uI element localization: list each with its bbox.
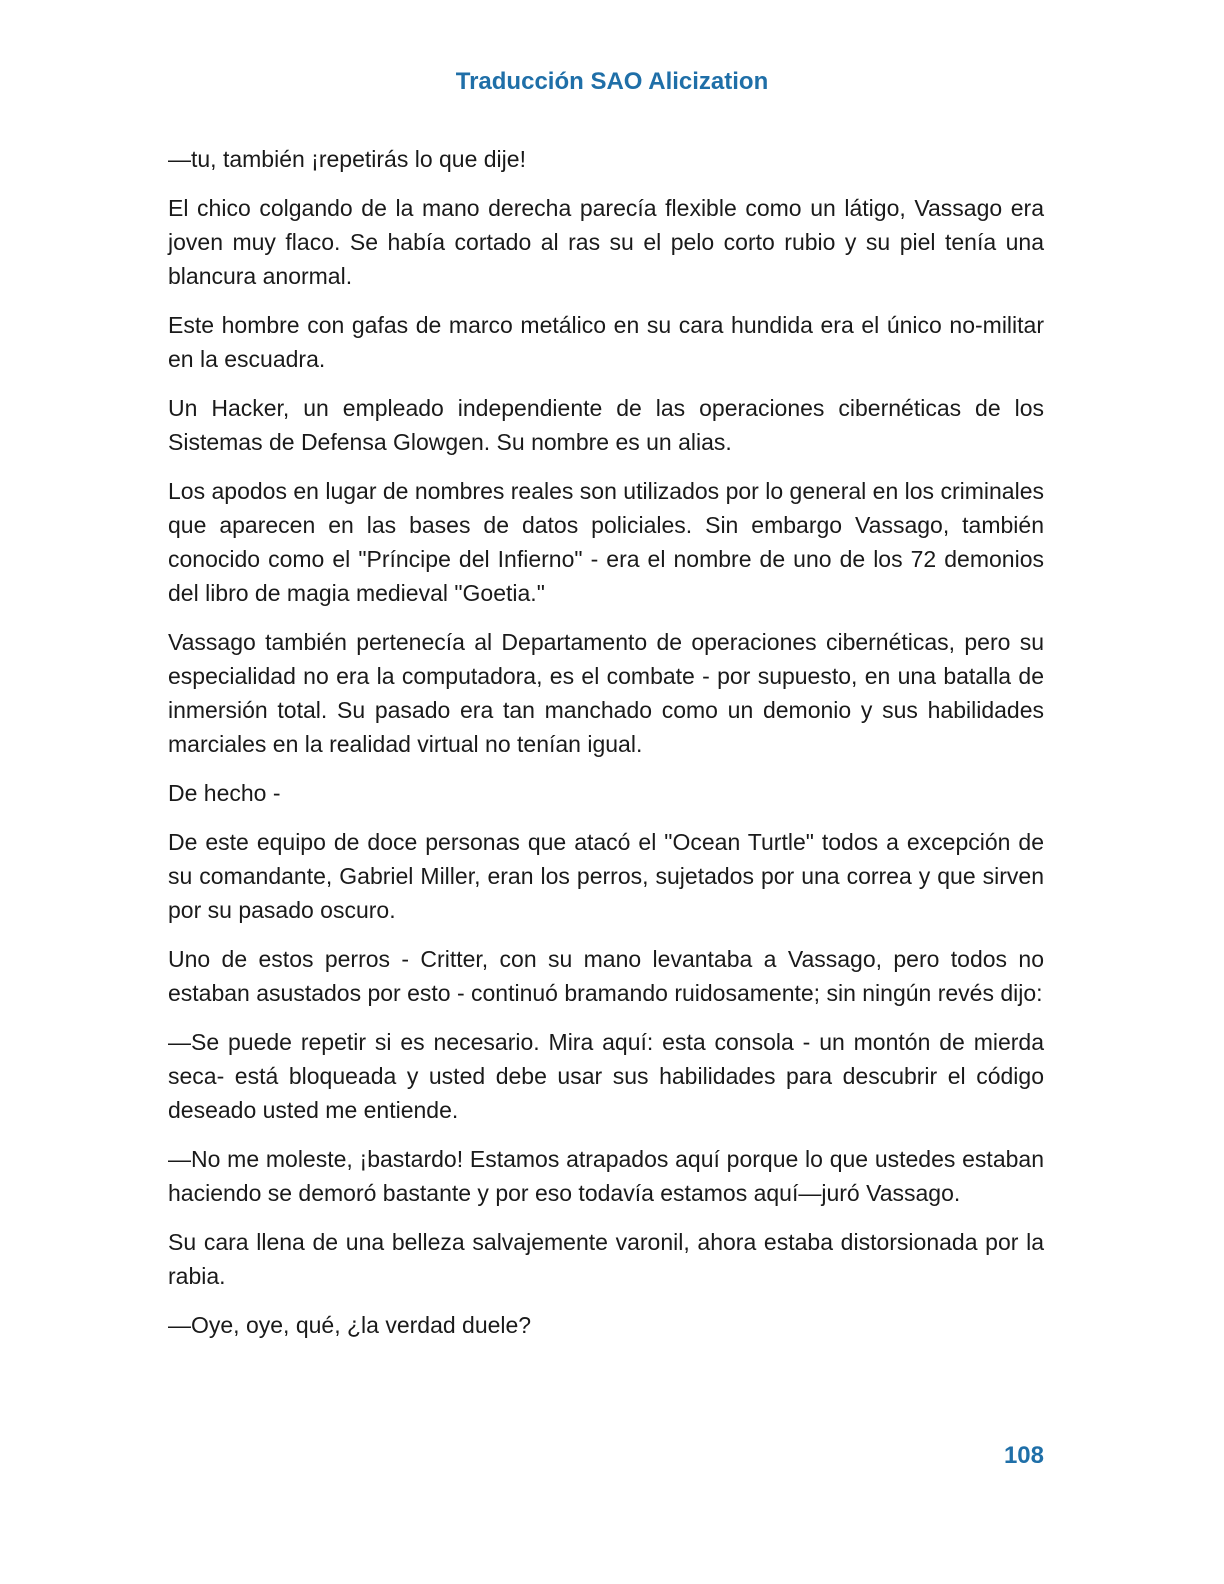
body-text: [168, 142, 1044, 1357]
paragraph-11: —No me moleste, ¡bastardo! Estamos atrapados aquí porque lo que ustedes estaban haciendo se demoró bastante y por eso todavía estamos aquí—juró Vassago.: [168, 1146, 1044, 1206]
paragraph-2: El chico colgando de la mano derecha parecía flexible como un látigo, Vassago era joven muy flaco. Se había cortado al ras su el pelo corto rubio y su piel tenía una blancura anormal.: [168, 195, 1044, 289]
page-header-title: Traducción SAO Alicization: [455, 68, 769, 95]
paragraph-10: —Se puede repetir si es necesario. Mira aquí: esta consola - un montón de mierda seca- está bloqueada y usted debe usar sus habilidades para descubrir el código deseado usted me entiende.: [168, 1029, 1044, 1123]
paragraph-5: Los apodos en lugar de nombres reales son utilizados por lo general en los criminales que aparecen en las bases de datos policiales. Sin embargo Vassago, también conocido como el "Príncipe del Infierno" - era el nombre de uno de los 72 demonios del libro de magia medieval "Goetia.": [168, 478, 1044, 606]
paragraph-4: Un Hacker, un empleado independiente de las operaciones cibernéticas de los Sistemas de Defensa Glowgen. Su nombre es un alias.: [168, 395, 1044, 455]
paragraph-12: Su cara llena de una belleza salvajemente varonil, ahora estaba distorsionada por la rabia.: [168, 1229, 1044, 1289]
paragraph-8: De este equipo de doce personas que atacó el "Ocean Turtle" todos a excepción de su comandante, Gabriel Miller, eran los perros, sujetados por una correa y que sirven por su pasado oscuro.: [168, 829, 1044, 923]
paragraph-13: —Oye, oye, qué, ¿la verdad duele?: [168, 1312, 532, 1338]
paragraph-1: —tu, también ¡repetirás lo que dije!: [168, 146, 526, 172]
paragraph-9: Uno de estos perros - Critter, con su mano levantaba a Vassago, pero todos no estaban asustados por esto - continuó bramando ruidosamente; sin ningún revés dijo:: [168, 946, 1044, 1006]
paragraph-3: Este hombre con gafas de marco metálico en su cara hundida era el único no-militar en la escuadra.: [168, 312, 1044, 372]
paragraph-7: De hecho -: [168, 780, 281, 806]
page-number: 108: [1003, 1442, 1044, 1469]
paragraph-6: Vassago también pertenecía al Departamento de operaciones cibernéticas, pero su especialidad no era la computadora, es el combate - por supuesto, en una batalla de inmersión total. Su pasado era tan manchado como un demonio y sus habilidades marciales en la realidad virtual no tenían igual.: [168, 629, 1044, 757]
